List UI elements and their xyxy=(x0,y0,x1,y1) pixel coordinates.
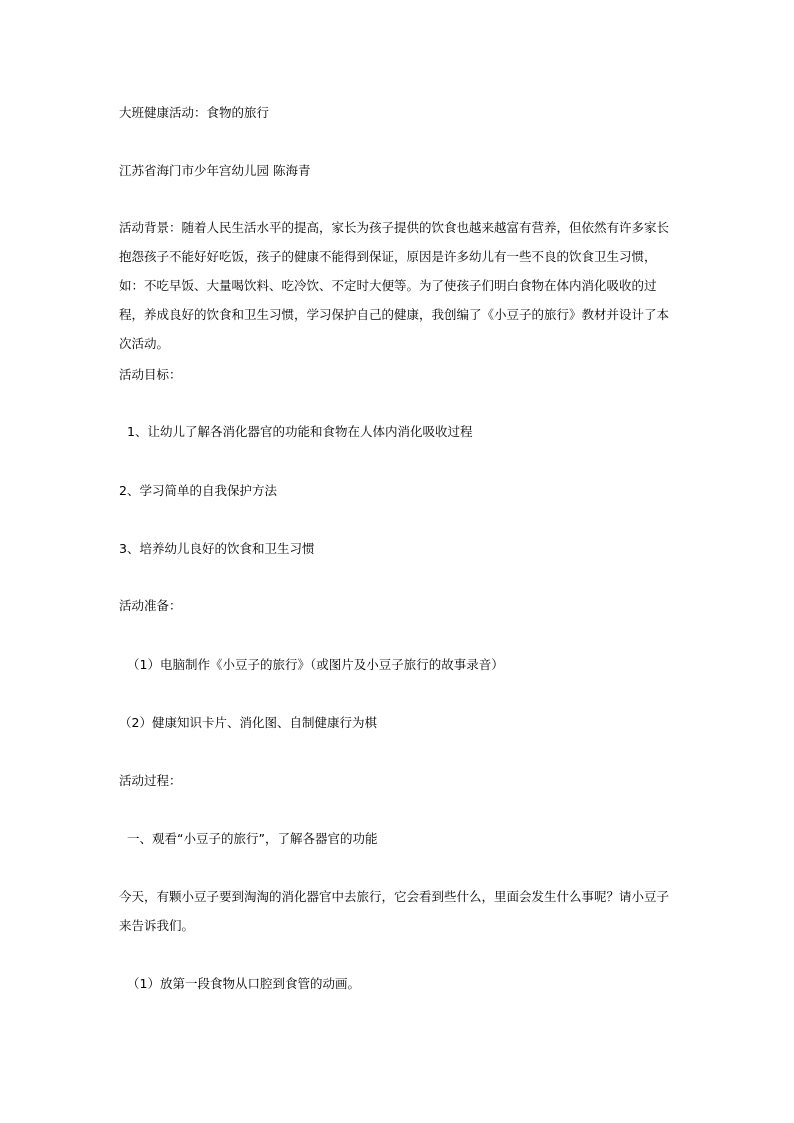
goal-item-3: 3、培养幼儿良好的饮食和卫生习惯 xyxy=(119,541,315,556)
goals-heading: 活动目标： xyxy=(119,367,182,382)
prep-heading: 活动准备： xyxy=(119,598,182,613)
process-heading: 活动过程： xyxy=(119,773,182,788)
prep-item-2: （2）健康知识卡片、消化图、自制健康行为棋 xyxy=(119,715,377,730)
author-line: 江苏省海门市少年宫幼儿园 陈海青 xyxy=(119,163,311,178)
prep-item-1: （1）电脑制作《小豆子的旅行》（或图片及小豆子旅行的故事录音） xyxy=(127,657,504,672)
background-paragraph: 活动背景：随着人民生活水平的提高，家长为孩子提供的饮食也越来越富有营养，但依然有许多家长抱怨孩子不能好好吃饭，孩子的健康不能得到保证，原因是许多幼儿有一些不良的饮食卫生习惯，如：不吃早饭、大量喝饮料、吃冷饮、不定时大便等。为了使孩子们明白食物在体内消化吸收的过程，养成良好的饮食和卫生习惯，学习保护自己的健康，我创编了《小豆子的旅行》教材并设计了本次活动。 xyxy=(119,220,670,351)
process-step-1: 一、观看“小豆子的旅行”，了解各器官的功能 xyxy=(127,831,378,846)
goal-item-2: 2、学习简单的自我保护方法 xyxy=(119,483,277,498)
process-step-1-sub-1: （1）放第一段食物从口腔到食管的动画。 xyxy=(127,976,360,991)
goal-item-1: 1、让幼儿了解各消化器官的功能和食物在人体内消化吸收过程 xyxy=(127,424,473,439)
process-step-1-text: 今天，有颗小豆子要到淘淘的消化器官中去旅行，它会看到些什么，里面会发生什么事呢？请小豆子来告诉我们。 xyxy=(119,889,670,933)
document-title: 大班健康活动：食物的旅行 xyxy=(119,105,270,120)
